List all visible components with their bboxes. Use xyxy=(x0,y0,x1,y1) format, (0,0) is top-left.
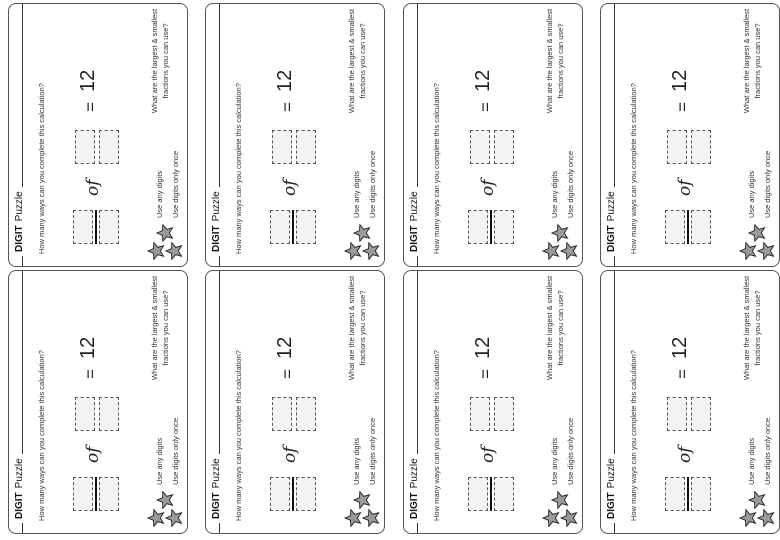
numerator-box[interactable] xyxy=(270,477,290,511)
of-word: of xyxy=(478,179,498,196)
star-icon xyxy=(353,224,371,242)
target-number: 12 xyxy=(274,69,296,92)
two-digit-number xyxy=(456,395,526,431)
puzzle-card-1 xyxy=(8,3,188,267)
card-content xyxy=(9,271,187,533)
question-text: How many ways can you complete this calculation? xyxy=(432,83,441,254)
tens-digit-box[interactable] xyxy=(667,397,687,431)
challenge-text: What are the largest & smallest fractions you can use? xyxy=(150,8,170,114)
ones-digit-box[interactable] xyxy=(494,130,514,164)
tens-digit-box[interactable] xyxy=(272,397,292,431)
challenge-text: What are the largest & smallest fractions you can use? xyxy=(545,275,565,381)
star-icon xyxy=(165,509,183,527)
star-icon xyxy=(757,509,775,527)
ones-digit-box[interactable] xyxy=(691,130,711,164)
puzzle-card-7 xyxy=(403,270,583,534)
equals-sign: = xyxy=(476,369,495,379)
challenge-text: What are the largest & smallest fractions you can use? xyxy=(545,8,565,114)
denominator-box[interactable] xyxy=(691,210,711,244)
title-tag: DIGIT xyxy=(409,225,420,252)
card-content xyxy=(404,4,582,266)
denominator-box[interactable] xyxy=(99,477,119,511)
calculation xyxy=(61,14,131,244)
two-digit-number xyxy=(258,128,328,164)
card-header xyxy=(404,4,430,266)
star-icon xyxy=(147,509,165,527)
numerator-box[interactable] xyxy=(665,477,685,511)
of-word: of xyxy=(83,446,103,463)
title-text: Puzzle xyxy=(211,458,222,489)
title-tag: DIGIT xyxy=(409,492,420,519)
star-icon xyxy=(165,242,183,260)
rule-digits-once: Use digits only once xyxy=(566,150,575,218)
card-header xyxy=(206,271,232,533)
rule-any-digits: Use any digits xyxy=(550,437,559,485)
target-number: 12 xyxy=(77,336,99,359)
puzzle-card-6 xyxy=(205,270,385,534)
title-tag: DIGIT xyxy=(211,492,222,519)
difficulty-stars xyxy=(344,489,384,529)
difficulty-stars xyxy=(739,489,779,529)
star-icon xyxy=(362,242,380,260)
question-text: How many ways can you complete this calculation? xyxy=(629,350,638,521)
numerator-box[interactable] xyxy=(73,210,93,244)
of-word: of xyxy=(83,179,103,196)
card-content xyxy=(601,271,779,533)
star-icon xyxy=(147,242,165,260)
rule-digits-once: Use digits only once xyxy=(763,417,772,485)
star-icon xyxy=(156,491,174,509)
calculation xyxy=(456,14,526,244)
title-text: Puzzle xyxy=(14,458,25,489)
fraction-bar xyxy=(292,210,294,244)
star-icon xyxy=(757,242,775,260)
calculation xyxy=(258,281,328,511)
title-tag: DIGIT xyxy=(14,492,25,519)
star-icon xyxy=(560,242,578,260)
calculation xyxy=(653,14,723,244)
denominator-box[interactable] xyxy=(691,477,711,511)
star-icon xyxy=(551,491,569,509)
target-number: 12 xyxy=(77,69,99,92)
difficulty-stars xyxy=(147,222,187,262)
star-icon xyxy=(156,224,174,242)
question-text: How many ways can you complete this calculation? xyxy=(37,83,46,254)
difficulty-stars xyxy=(147,489,187,529)
card-title xyxy=(211,187,222,256)
star-icon xyxy=(551,224,569,242)
ones-digit-box[interactable] xyxy=(296,130,316,164)
fraction xyxy=(258,477,328,511)
ones-digit-box[interactable] xyxy=(691,397,711,431)
of-word: of xyxy=(280,179,300,196)
card-title xyxy=(606,454,617,523)
equals-sign: = xyxy=(81,369,100,379)
ones-digit-box[interactable] xyxy=(296,397,316,431)
title-text: Puzzle xyxy=(606,458,617,489)
equals-sign: = xyxy=(81,102,100,112)
denominator-box[interactable] xyxy=(296,477,316,511)
two-digit-number xyxy=(653,395,723,431)
puzzle-card-5 xyxy=(8,270,188,534)
card-content xyxy=(9,4,187,266)
of-word: of xyxy=(280,446,300,463)
puzzle-card-2 xyxy=(205,3,385,267)
star-icon xyxy=(344,242,362,260)
calculation xyxy=(258,14,328,244)
rule-any-digits: Use any digits xyxy=(747,437,756,485)
numerator-box[interactable] xyxy=(73,477,93,511)
card-header xyxy=(9,271,35,533)
title-tag: DIGIT xyxy=(606,492,617,519)
fraction xyxy=(653,477,723,511)
difficulty-stars xyxy=(739,222,779,262)
star-icon xyxy=(748,224,766,242)
question-text: How many ways can you complete this calculation? xyxy=(37,350,46,521)
rule-digits-once: Use digits only once xyxy=(368,150,377,218)
two-digit-number xyxy=(61,395,131,431)
fraction-bar xyxy=(490,477,492,511)
of-word: of xyxy=(478,446,498,463)
fraction xyxy=(653,210,723,244)
title-text: Puzzle xyxy=(409,191,420,222)
tens-digit-box[interactable] xyxy=(75,397,95,431)
fraction-bar xyxy=(95,477,97,511)
question-text: How many ways can you complete this calculation? xyxy=(234,83,243,254)
fraction-bar xyxy=(687,210,689,244)
numerator-box[interactable] xyxy=(468,477,488,511)
title-text: Puzzle xyxy=(211,191,222,222)
rule-any-digits: Use any digits xyxy=(550,170,559,218)
denominator-box[interactable] xyxy=(99,210,119,244)
difficulty-stars xyxy=(542,222,582,262)
denominator-box[interactable] xyxy=(494,477,514,511)
rule-digits-once: Use digits only once xyxy=(171,417,180,485)
card-title xyxy=(211,454,222,523)
title-tag: DIGIT xyxy=(211,225,222,252)
rule-any-digits: Use any digits xyxy=(747,170,756,218)
title-text: Puzzle xyxy=(606,191,617,222)
card-title xyxy=(409,454,420,523)
two-digit-number xyxy=(61,128,131,164)
numerator-box[interactable] xyxy=(468,210,488,244)
challenge-text: What are the largest & smallest fractions you can use? xyxy=(347,275,367,381)
fraction-bar xyxy=(292,477,294,511)
rule-any-digits: Use any digits xyxy=(352,437,361,485)
star-icon xyxy=(748,491,766,509)
tens-digit-box[interactable] xyxy=(272,130,292,164)
puzzle-card-3 xyxy=(403,3,583,267)
target-number: 12 xyxy=(472,336,494,359)
numerator-box[interactable] xyxy=(665,210,685,244)
of-word: of xyxy=(675,446,695,463)
title-tag: DIGIT xyxy=(606,225,617,252)
fraction-bar xyxy=(95,210,97,244)
card-content xyxy=(206,4,384,266)
rule-any-digits: Use any digits xyxy=(155,437,164,485)
title-tag: DIGIT xyxy=(14,225,25,252)
ones-digit-box[interactable] xyxy=(494,397,514,431)
fraction xyxy=(456,210,526,244)
question-text: How many ways can you complete this calculation? xyxy=(432,350,441,521)
card-header xyxy=(9,4,35,266)
card-header xyxy=(404,271,430,533)
challenge-text: What are the largest & smallest fractions you can use? xyxy=(742,8,762,114)
challenge-text: What are the largest & smallest fractions you can use? xyxy=(150,275,170,381)
two-digit-number xyxy=(456,128,526,164)
challenge-text: What are the largest & smallest fractions you can use? xyxy=(347,8,367,114)
rule-any-digits: Use any digits xyxy=(155,170,164,218)
star-icon xyxy=(560,509,578,527)
card-content xyxy=(206,271,384,533)
card-title xyxy=(14,454,25,523)
two-digit-number xyxy=(653,128,723,164)
fraction xyxy=(61,477,131,511)
fraction xyxy=(258,210,328,244)
equals-sign: = xyxy=(476,102,495,112)
card-header xyxy=(601,4,627,266)
calculation xyxy=(456,281,526,511)
denominator-box[interactable] xyxy=(494,210,514,244)
puzzle-card-4 xyxy=(600,3,780,267)
title-text: Puzzle xyxy=(409,458,420,489)
card-header xyxy=(206,4,232,266)
question-text: How many ways can you complete this calculation? xyxy=(234,350,243,521)
rule-digits-once: Use digits only once xyxy=(763,150,772,218)
equals-sign: = xyxy=(673,369,692,379)
card-title xyxy=(606,187,617,256)
ones-digit-box[interactable] xyxy=(99,130,119,164)
equals-sign: = xyxy=(673,102,692,112)
fraction xyxy=(61,210,131,244)
equals-sign: = xyxy=(278,102,297,112)
card-title xyxy=(409,187,420,256)
calculation xyxy=(61,281,131,511)
difficulty-stars xyxy=(542,489,582,529)
fraction xyxy=(456,477,526,511)
star-icon xyxy=(542,509,560,527)
card-title xyxy=(14,187,25,256)
rule-any-digits: Use any digits xyxy=(352,170,361,218)
question-text: How many ways can you complete this calculation? xyxy=(629,83,638,254)
star-icon xyxy=(362,509,380,527)
of-word: of xyxy=(675,179,695,196)
fraction-bar xyxy=(490,210,492,244)
challenge-text: What are the largest & smallest fractions you can use? xyxy=(742,275,762,381)
card-content xyxy=(601,4,779,266)
two-digit-number xyxy=(258,395,328,431)
fraction-bar xyxy=(687,477,689,511)
denominator-box[interactable] xyxy=(296,210,316,244)
card-content xyxy=(404,271,582,533)
tens-digit-box[interactable] xyxy=(470,397,490,431)
tens-digit-box[interactable] xyxy=(75,130,95,164)
star-icon xyxy=(542,242,560,260)
target-number: 12 xyxy=(274,336,296,359)
card-header xyxy=(601,271,627,533)
numerator-box[interactable] xyxy=(270,210,290,244)
puzzle-card-8 xyxy=(600,270,780,534)
star-icon xyxy=(353,491,371,509)
tens-digit-box[interactable] xyxy=(667,130,687,164)
rule-digits-once: Use digits only once xyxy=(171,150,180,218)
tens-digit-box[interactable] xyxy=(470,130,490,164)
target-number: 12 xyxy=(472,69,494,92)
difficulty-stars xyxy=(344,222,384,262)
ones-digit-box[interactable] xyxy=(99,397,119,431)
rule-digits-once: Use digits only once xyxy=(566,417,575,485)
star-icon xyxy=(739,509,757,527)
equals-sign: = xyxy=(278,369,297,379)
target-number: 12 xyxy=(669,336,691,359)
rule-digits-once: Use digits only once xyxy=(368,417,377,485)
star-icon xyxy=(739,242,757,260)
target-number: 12 xyxy=(669,69,691,92)
calculation xyxy=(653,281,723,511)
star-icon xyxy=(344,509,362,527)
title-text: Puzzle xyxy=(14,191,25,222)
